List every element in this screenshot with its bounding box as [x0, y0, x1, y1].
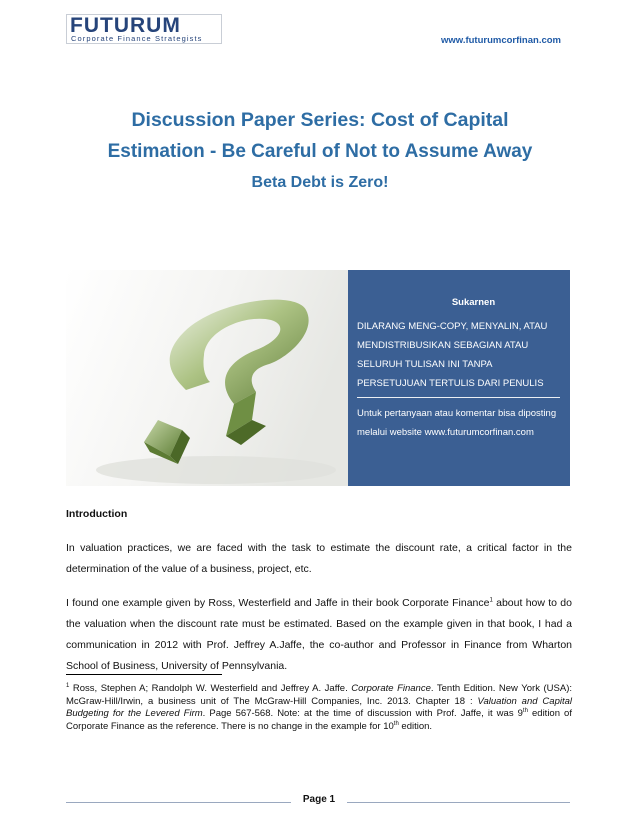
footer-rule-left [66, 802, 291, 803]
footnote-chapter-title: Valuation and Capital Budgeting for the Levered Firm [66, 695, 573, 719]
panel-divider [357, 397, 560, 398]
footnote-text: . Page 567-568. Note: at the time of discussion with Prof. Jaffe, it was 9 [202, 708, 523, 719]
footer-rule-right [347, 802, 570, 803]
section-heading: Introduction [66, 508, 128, 520]
footnote-text: . Tenth Edition. New York (USA): McGraw-Hill/Irwin, a business unit of The McGraw-Hill Companies, Inc. 2013. Chapter 18 : [66, 683, 572, 707]
title-line-3: Beta Debt is Zero! [251, 174, 389, 191]
footnote-divider [66, 674, 222, 675]
footnote-mark: 1 [66, 682, 70, 689]
author-name: Sukarnen [451, 297, 496, 308]
footnote-reference[interactable]: 1 [489, 597, 493, 604]
document-title [66, 104, 574, 196]
logo-word: FUTURUM [70, 14, 181, 37]
footnote [66, 683, 572, 733]
paragraph-2 [66, 593, 572, 677]
paragraph-2-text: I found one example given by Ross, Westerfield and Jaffe in their book Corporate Finance [66, 597, 490, 609]
footnote-text: Ross, Stephen A; Randolph W. Westerfield and Jeffrey A. Jaffe. [69, 683, 352, 694]
footnote-ordinal: th [522, 707, 528, 714]
copyright-panel [348, 270, 570, 486]
logo-tagline: Corporate Finance Strategists [71, 34, 203, 43]
footnote-text: edition of Corporate Finance as the reference. There is no change in the example for 10 [66, 708, 572, 732]
paragraph-1: In valuation practices, we are faced with the task to estimate the discount rate, a critical factor in the determination of the value of a business, project, etc. [66, 542, 572, 575]
footnote-ordinal: th [393, 720, 399, 727]
page-number: Page 1 [302, 794, 336, 805]
title-line-2: Estimation - Be Careful of Not to Assume Away [107, 141, 533, 162]
copyright-warning: DILARANG MENG-COPY, MENYALIN, ATAU MENDISTRIBUSIKAN SEBAGIAN ATAU SELURUH TULISAN INI TANPA PERSETUJUAN TERTULIS DARI PENULIS [357, 321, 548, 389]
footnote-text: edition. [398, 720, 433, 732]
futurum-logo [66, 14, 222, 44]
cover-banner [66, 270, 570, 486]
footnote-book-title: Corporate Finance [351, 683, 431, 694]
paragraph-2-rest: about how to do the valuation when the discount rate must be estimated. Based on the example given in that book, I had a communication in 2012 with Prof. Jeffrey A.Jaffe, the co-author and Professor in Finance from Wharton School of Business, University of Pennsylvania. [66, 597, 572, 672]
contact-note: Untuk pertanyaan atau komentar bisa diposting melalui website www.futurumcorfinan.com [357, 408, 557, 438]
question-mark-graphic [66, 270, 348, 486]
header-url[interactable]: www.futurumcorfinan.com [441, 35, 561, 46]
title-line-1: Discussion Paper Series: Cost of Capital [131, 109, 509, 131]
